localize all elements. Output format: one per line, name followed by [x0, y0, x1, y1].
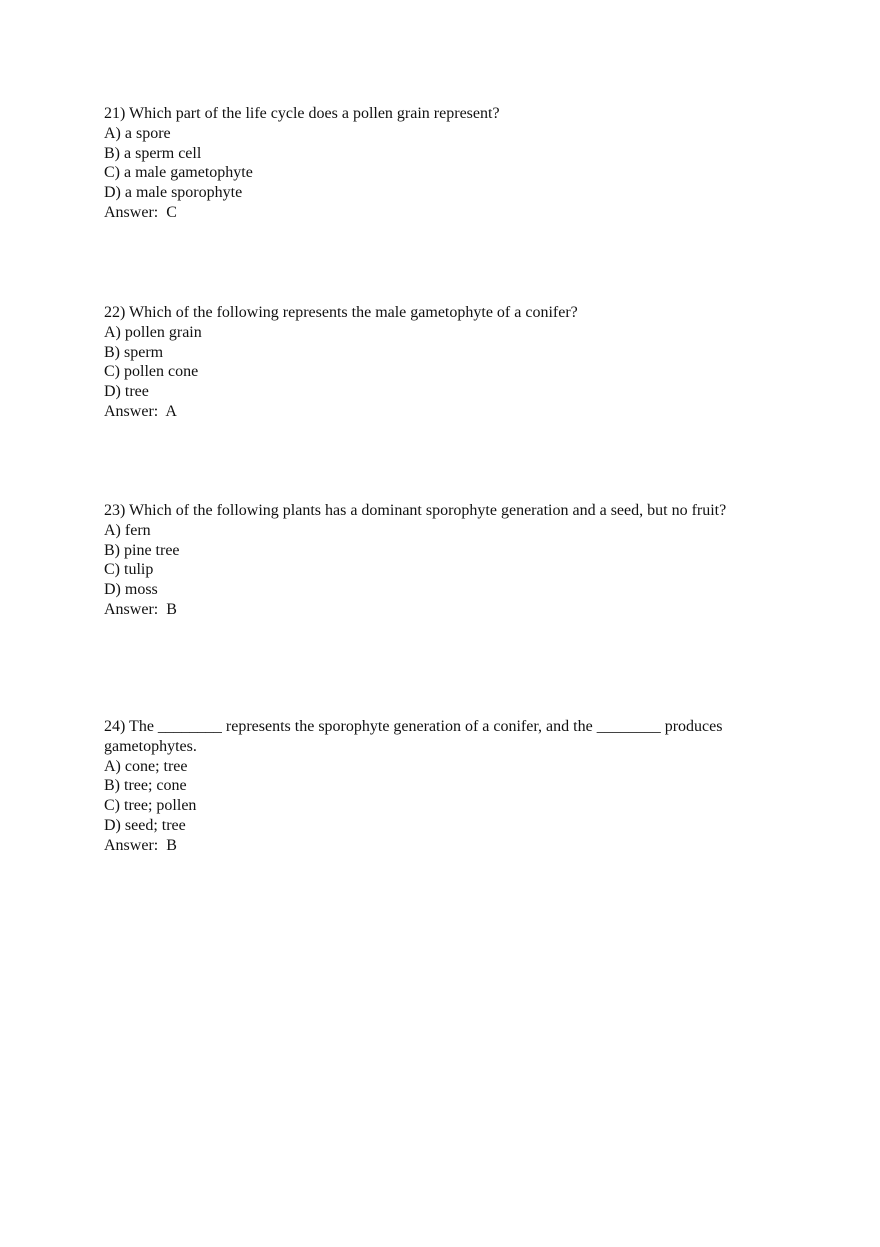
question-24	[104, 717, 784, 856]
option-b: B) pine tree	[104, 541, 180, 559]
option-a: A) cone; tree	[104, 757, 188, 775]
question-21	[104, 104, 784, 223]
answer-line: Answer: A	[104, 402, 177, 420]
option-a: A) pollen grain	[104, 323, 202, 341]
option-c: C) tulip	[104, 561, 154, 579]
option-b: B) a sperm cell	[104, 144, 202, 162]
option-d: D) moss	[104, 581, 158, 599]
option-a: A) fern	[104, 521, 151, 539]
option-b: B) sperm	[104, 343, 164, 361]
option-d: D) tree	[104, 383, 149, 401]
option-c: C) a male gametophyte	[104, 164, 253, 182]
option-c: C) tree; pollen	[104, 797, 197, 815]
question-22	[104, 303, 784, 422]
option-d: D) seed; tree	[104, 816, 186, 834]
option-a: A) a spore	[104, 124, 171, 142]
option-d: D) a male sporophyte	[104, 184, 243, 202]
option-c: C) pollen cone	[104, 363, 199, 381]
option-b: B) tree; cone	[104, 777, 187, 795]
answer-line: Answer: B	[104, 836, 177, 854]
question-stem: 23) Which of the following plants has a dominant sporophyte generation and a seed, but no fruit?	[104, 502, 727, 519]
question-stem: 21) Which part of the life cycle does a pollen grain represent?	[104, 105, 500, 122]
question-stem: 22) Which of the following represents the male gametophyte of a conifer?	[104, 304, 578, 321]
answer-line: Answer: B	[104, 600, 177, 618]
question-stem: 24) The ________ represents the sporophyte generation of a conifer, and the ________ produces gametophytes.	[104, 718, 727, 755]
question-23	[104, 501, 784, 620]
answer-line: Answer: C	[104, 203, 177, 221]
